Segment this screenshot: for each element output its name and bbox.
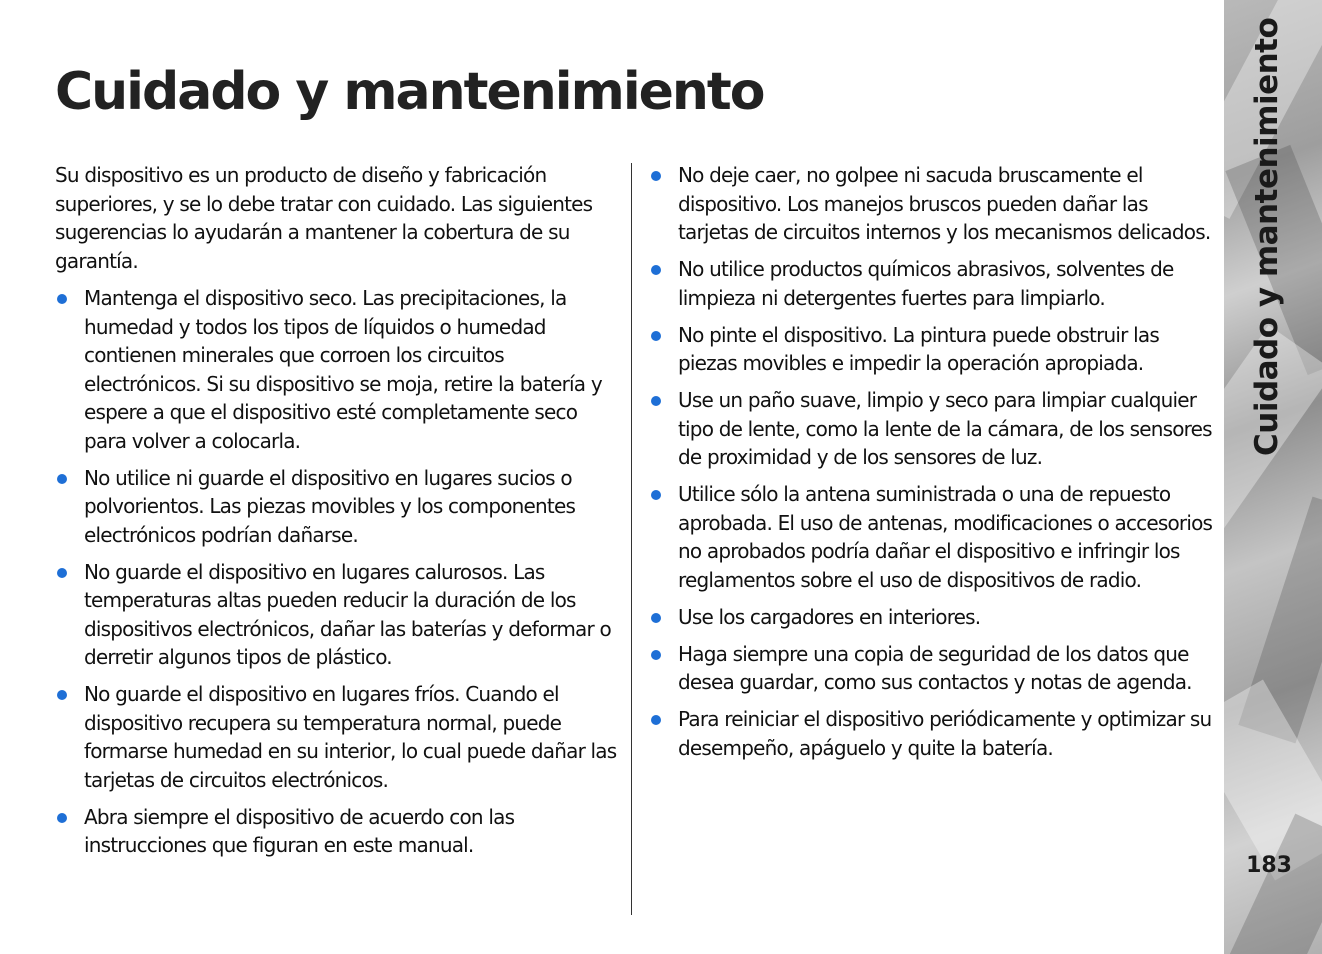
bullet-icon [651,490,661,500]
list-item [55,464,623,550]
bullet-icon [57,690,67,700]
bullet-text: No utilice ni guarde el dispositivo en lugares sucios o polvorientos. Las piezas movibles y los componentes electrónicos podrían dañarse. [84,465,576,547]
intro-paragraph: Su dispositivo es un producto de diseño y fabricación superiores, y se lo debe tratar con cuidado. Las siguientes sugerencias lo ayudarán a mantener la cobertura de su garantía. [55,163,593,273]
list-item [649,603,1214,632]
list-item [649,321,1214,378]
left-bullet-list [55,284,623,860]
bullet-text: Use un paño suave, limpio y seco para limpiar cualquier tipo de lente, como la lente de la cámara, de los sensores de proximidad y de los sensores de luz. [678,388,1212,469]
bullet-text: Utilice sólo la antena suministrada o una de repuesto aprobada. El uso de antenas, modificaciones o accesorios no aprobados podría dañar el dispositivo e infringir los reglamentos sobre el uso de dispositivos de radio. [678,482,1213,592]
bullet-icon [651,171,661,181]
bullet-text: No utilice productos químicos abrasivos, solventes de limpieza ni detergentes fuertes para limpiarlo. [678,257,1174,310]
right-column [649,161,1214,771]
page-number: 183 [1246,853,1292,878]
left-column [55,161,623,868]
column-divider [631,163,632,915]
page-title: Cuidado y mantenimiento [55,62,764,122]
list-item [55,284,623,455]
list-item [649,640,1214,697]
bullet-icon [651,265,661,275]
list-item [649,480,1214,594]
bullet-icon [651,715,661,725]
chapter-sidebar [1224,0,1322,954]
right-bullet-list [649,161,1214,762]
bullet-text: Mantenga el dispositivo seco. Las precipitaciones, la humedad y todos los tipos de líquidos o humedad contienen minerales que corroen los circuitos electrónicos. Si su dispositivo se moja, retire la batería y espere a que el dispositivo esté completamente seco para volver a colocarla. [84,286,602,453]
bullet-text: Haga siempre una copia de seguridad de los datos que desea guardar, como sus contactos y notas de agenda. [678,641,1192,694]
bullet-icon [57,294,67,304]
sidebar-chapter-label: Cuidado y mantenimiento [1249,17,1285,456]
list-item [55,680,623,794]
bullet-text: Use los cargadores en interiores. [678,604,981,629]
bullet-text: No deje caer, no golpee ni sacuda bruscamente el dispositivo. Los manejos bruscos pueden dañar las tarjetas de circuitos internos y los mecanismos delicados. [678,163,1211,244]
bullet-icon [57,568,67,578]
list-item [649,255,1214,312]
bullet-icon [651,396,661,406]
list-item [649,705,1214,762]
bullet-icon [57,474,67,484]
bullet-icon [57,813,67,823]
list-item [649,386,1214,472]
list-item [55,803,623,860]
bullet-text: Abra siempre el dispositivo de acuerdo con las instrucciones que figuran en este manual. [84,804,515,857]
bullet-text: No pinte el dispositivo. La pintura puede obstruir las piezas movibles e impedir la operación apropiada. [678,322,1159,375]
list-item [649,161,1214,247]
bullet-icon [651,613,661,623]
bullet-text: No guarde el dispositivo en lugares fríos. Cuando el dispositivo recupera su temperatura normal, puede formarse humedad en su interior, lo cual puede dañar las tarjetas de circuitos electrónicos. [84,682,617,792]
bullet-text: No guarde el dispositivo en lugares calurosos. Las temperaturas altas pueden reducir la duración de los dispositivos electrónicos, dañar las baterías y deformar o derretir algunos tipos de plástico. [84,559,611,669]
bullet-text: Para reiniciar el dispositivo periódicamente y optimizar su desempeño, apáguelo y quite la batería. [678,707,1212,760]
bullet-icon [651,331,661,341]
bullet-icon [651,650,661,660]
list-item [55,558,623,672]
